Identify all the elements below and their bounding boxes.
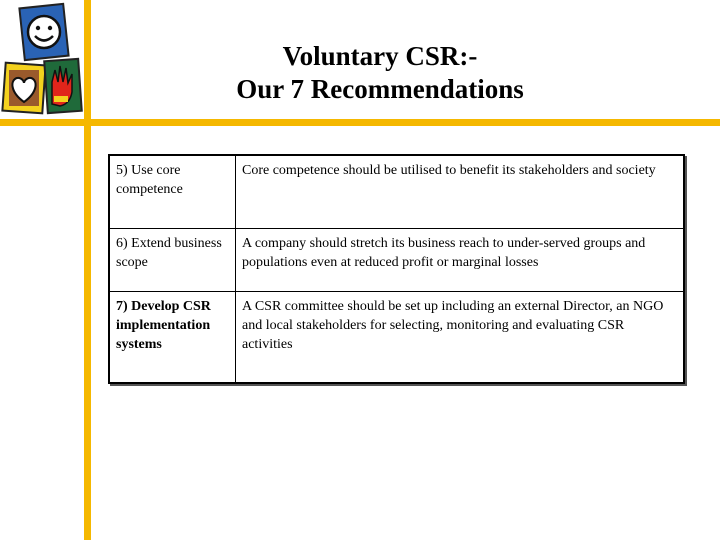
vertical-accent-bar [84, 0, 91, 540]
recommendations-table [108, 154, 685, 384]
heart-icon [2, 63, 45, 114]
recommendation-description: A CSR committee should be set up including an external Director, an NGO and local stakeholders for selecting, monitoring and evaluating CSR activities [236, 291, 685, 383]
table-row [109, 228, 684, 291]
recommendation-description: A company should stretch its business reach to under-served groups and populations even at reduced profit or marginal losses [236, 228, 685, 291]
horizontal-accent-bar [0, 119, 720, 126]
recommendation-description: Core competence should be utilised to benefit its stakeholders and society [236, 155, 685, 228]
recommendation-item: 5) Use core competence [109, 155, 236, 228]
title-line-1: Voluntary CSR:- [282, 41, 478, 71]
recommendation-item: 6) Extend business scope [109, 228, 236, 291]
table-row [109, 155, 684, 228]
title-line-2: Our 7 Recommendations [236, 74, 524, 104]
hand-icon [44, 59, 82, 113]
table-row [109, 291, 684, 383]
page-title [180, 40, 580, 106]
smiley-face-icon [19, 4, 68, 60]
logo-blocks [0, 0, 84, 119]
recommendation-item: 7) Develop CSR implementation systems [109, 291, 236, 383]
